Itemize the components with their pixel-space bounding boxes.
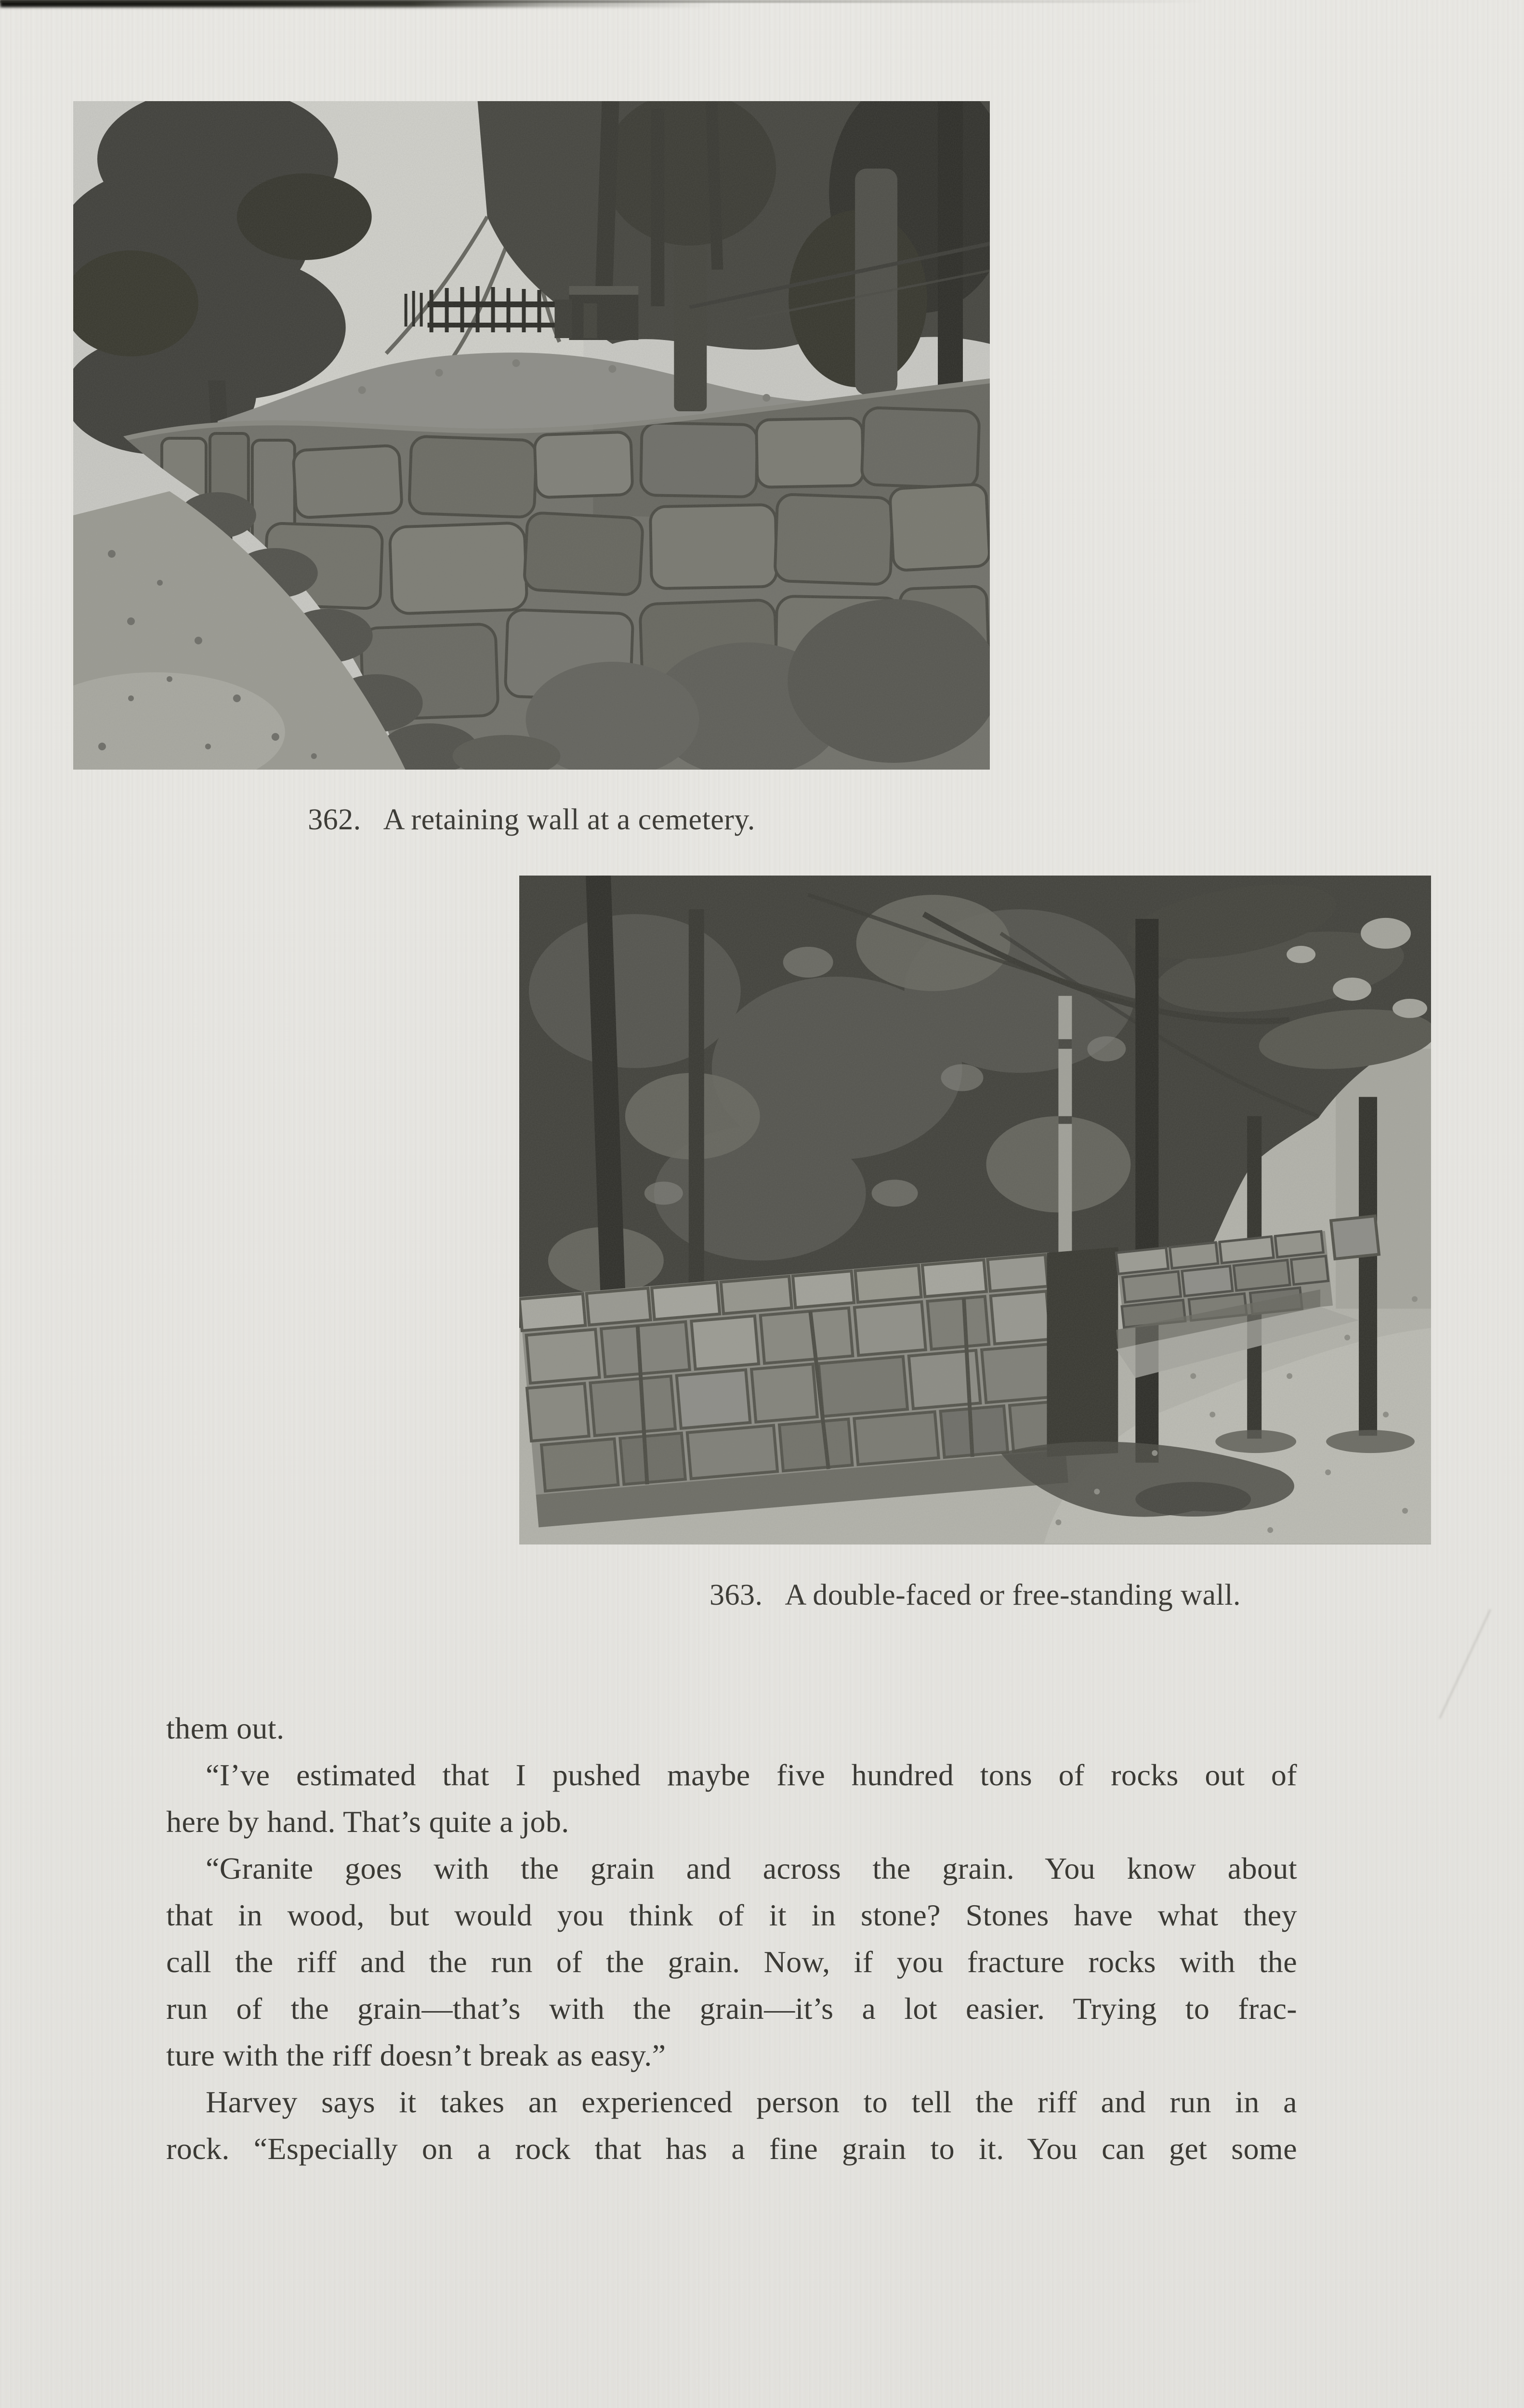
text-line: run of the grain—that’s with the grain—it’s a lot easier. Trying to frac- xyxy=(166,1991,1297,2026)
figure-362-photo xyxy=(73,101,990,770)
page-top-scan-shadow-thin xyxy=(0,0,1204,3)
text-line: that in wood, but would you think of it in stone? Stones have what they xyxy=(166,1898,1297,1932)
text-line: “I’ve estimated that I pushed maybe five hundred tons of rocks out of xyxy=(206,1758,1297,1792)
figure-362-caption-text: A retaining wall at a cemetery. xyxy=(383,803,755,836)
text-line: call the riff and the run of the grain. Now, if you fracture rocks with the xyxy=(166,1945,1297,1979)
text-line: Harvey says it takes an experienced person to tell the riff and run in a xyxy=(206,2085,1297,2119)
text-line: here by hand. That’s quite a job. xyxy=(166,1805,569,1839)
text-line: “Granite goes with the grain and across the grain. You know about xyxy=(206,1851,1297,1885)
figure-362-caption xyxy=(73,800,990,839)
figure-363-photo xyxy=(519,876,1431,1544)
retaining-wall-photo-art xyxy=(73,101,990,770)
figure-362-number: 362. xyxy=(308,803,361,836)
text-line: them out. xyxy=(166,1711,285,1745)
figure-363-number: 363. xyxy=(709,1579,763,1611)
free-standing-wall-photo-art xyxy=(519,876,1431,1544)
paper-crease-mark xyxy=(1439,1609,1491,1719)
text-line: rock. “Especially on a rock that has a fine grain to it. You can get some xyxy=(166,2132,1297,2166)
body-text-block xyxy=(166,1705,1297,2172)
text-line: ture with the riff doesn’t break as easy.” xyxy=(166,2038,666,2072)
figure-363-caption xyxy=(519,1576,1431,1614)
figure-363-caption-text: A double-faced or free-standing wall. xyxy=(785,1579,1241,1611)
